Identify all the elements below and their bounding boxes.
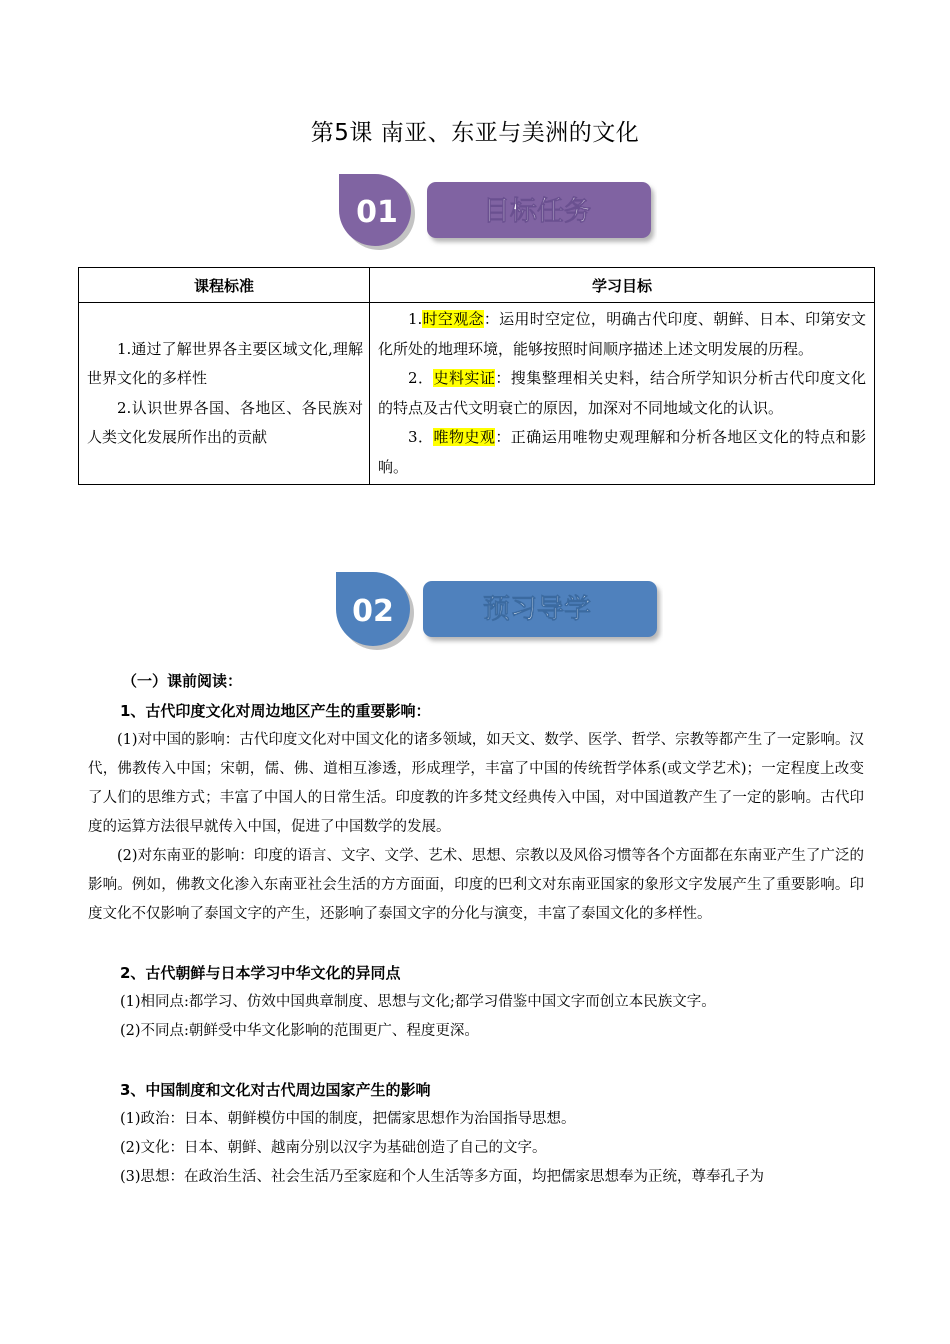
topic2-heading: 2、古代朝鲜与日本学习中华文化的异同点 — [120, 964, 401, 982]
objective-keyword: 唯物史观 — [433, 428, 496, 446]
objective-keyword: 时空观念 — [422, 310, 484, 328]
paragraph: (2)对东南亚的影响：印度的语言、文字、文学、艺术、思想、宗教以及风俗习惯等各个方面都在东南亚产生了广泛的影响。例如，佛教文化渗入东南亚社会生活的方方面面，印度的巴利文对东南亚国家的象形文字发展产生了重要影响。印度文化不仅影响了泰国文字的产生，还影响了泰国文字的分化与演变，丰富了泰国文化的多样性。 — [88, 848, 864, 922]
badge-label: 预习导学 — [483, 594, 591, 625]
section-badge-preview-guide — [323, 568, 663, 652]
objective-keyword: 史料实证 — [433, 369, 496, 387]
paragraph: (1)相同点:都学习、仿效中国典章制度、思想与文化;都学习借鉴中国文字而创立本民族文字。 — [120, 994, 716, 1010]
badge-label: 目标任务 — [483, 196, 591, 227]
objectives-cell — [370, 303, 875, 485]
section-badge-target-tasks — [327, 170, 657, 252]
topic3-heading: 3、中国制度和文化对古代周边国家产生的影响 — [120, 1081, 431, 1099]
reading-heading: （一）课前阅读： — [122, 672, 243, 690]
objective-item: 1.时空观念：运用时空定位，明确古代印度、朝鲜、日本、印第安文化所处的地理环境，能够按照时间顺序描述上述文明发展的历程。 — [378, 310, 866, 358]
objective-item: 2．史料实证：搜集整理相关史料，结合所学知识分析古代印度文化的特点及古代文明衰亡的原因，加深对不同地域文化的认识。 — [378, 369, 866, 417]
reading-section — [88, 666, 864, 1192]
paragraph: (2)文化：日本、朝鲜、越南分别以汉字为基础创造了自己的文字。 — [120, 1140, 547, 1156]
standards-cell — [79, 303, 370, 485]
badge-number: 01 — [356, 195, 398, 230]
standard-item: 2.认识世界各国、各地区、各民族对人类文化发展所作出的贡献 — [87, 398, 363, 446]
standard-item: 1.通过了解世界各主要区域文化,理解世界文化的多样性 — [87, 339, 363, 387]
topic1-heading: 1、古代印度文化对周边地区产生的重要影响： — [120, 702, 431, 720]
badge-number: 02 — [352, 594, 394, 629]
curriculum-table — [78, 267, 875, 485]
page-title: 第5课 南亚、东亚与美洲的文化 — [310, 120, 640, 146]
paragraph: (2)不同点:朝鲜受中华文化影响的范围更广、程度更深。 — [120, 1023, 479, 1039]
table-header-objectives: 学习目标 — [370, 268, 875, 303]
paragraph: (1)政治：日本、朝鲜模仿中国的制度，把儒家思想作为治国指导思想。 — [120, 1111, 576, 1127]
paragraph: (3)思想：在政治生活、社会生活乃至家庭和个人生活等多方面，均把儒家思想奉为正统，尊奉孔子为 — [120, 1169, 765, 1185]
table-header-standards: 课程标准 — [79, 268, 370, 303]
objective-item: 3．唯物史观：正确运用唯物史观理解和分析各地区文化的特点和影响。 — [378, 428, 866, 476]
paragraph: (1)对中国的影响：古代印度文化对中国文化的诸多领域，如天文、数学、医学、哲学、宗教等都产生了一定影响。汉代，佛教传入中国；宋朝，儒、佛、道相互渗透，形成理学，丰富了中国的传统哲学体系(或文学艺术)；一定程度上改变了人们的思维方式；丰富了中国人的日常生活。印度教的许多梵文经典传入中国，对中国道教产生了一定的影响。古代印度的运算方法很早就传入中国，促进了中国数学的发展。 — [88, 732, 864, 835]
